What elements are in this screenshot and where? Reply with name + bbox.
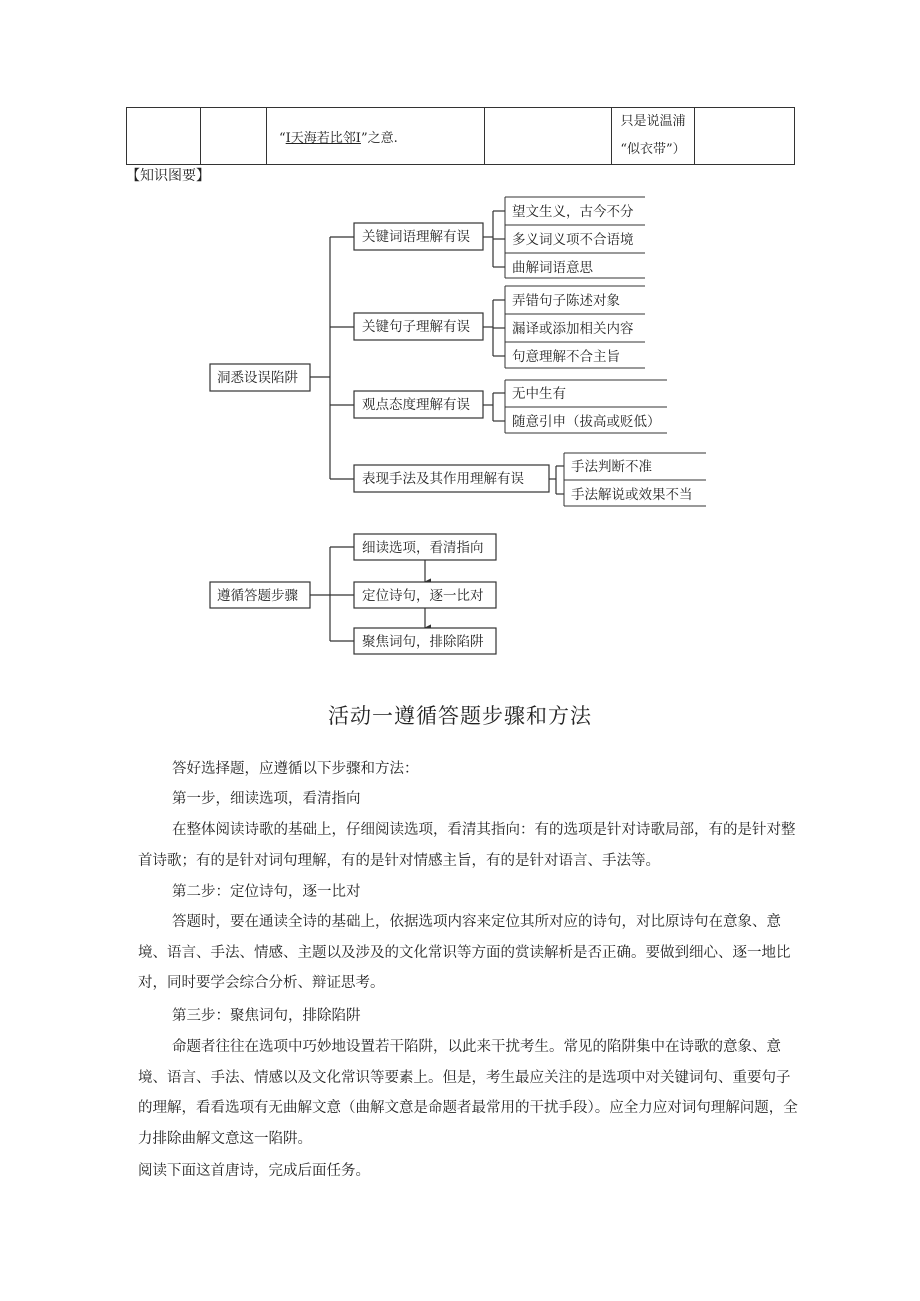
step-label-3: 聚焦词句，排除陷阱	[362, 634, 484, 650]
leaf-label: 随意引申（拔高或贬低）	[512, 414, 661, 430]
leaf-label: 弄错句子陈述对象	[512, 293, 620, 309]
step1-body: 在整体阅读诗歌的基础上，仔细阅读选项，看清其指向：有的选项是针对诗歌局部，有的是针对整首诗歌；有的是针对词句理解，有的是针对情感主旨，有的是针对语言、手法等。	[138, 822, 796, 869]
leaf-label: 曲解词语意思	[512, 260, 593, 276]
leaf-label: 句意理解不合主旨	[512, 349, 620, 365]
branch-label-4: 表现手法及其作用理解有误	[362, 471, 524, 487]
leaf-label: 望文生义，古今不分	[512, 204, 634, 220]
branch-label-1: 关键词语理解有误	[362, 229, 470, 245]
quote-close: ”之意.	[360, 130, 398, 146]
quote-text: I天海若比邻I	[285, 130, 361, 146]
quote-open: “	[279, 130, 286, 146]
closing-text: 阅读下面这首唐诗，完成后面任务。	[138, 1163, 370, 1179]
section-label: 【知识图要】	[126, 168, 210, 184]
branch-label-3: 观点态度理解有误	[362, 397, 470, 413]
article-title: 活动一遵循答题步骤和方法	[328, 704, 592, 728]
step2-heading: 第二步：定位诗句，逐一比对	[172, 884, 361, 900]
leaf-label: 手法判断不准	[571, 459, 652, 475]
step3-body: 命题者往往在选项中巧妙地设置若干陷阱，以此来干扰考生。常见的陷阱集中在诗歌的意象、意境、语言、手法、情感以及文化常识等要素上。但是，考生最应关注的是选项中对关键词句、重要句子的理解，看看选项有无曲解文意（曲解文意是命题者最常用的干扰手段）。应全力应对词句理解问题，全力排除曲解文意这一陷阱。	[138, 1039, 798, 1147]
leaf-label: 漏译或添加相关内容	[512, 321, 634, 337]
step2-body: 答题时，要在通读全诗的基础上，依据选项内容来定位其所对应的诗句，对比原诗句在意象、意境、语言、手法、情感、主题以及涉及的文化常识等方面的赏读解析是否正确。要做到细心、逐一地比对，同时要学会综合分析、辩证思考。	[138, 914, 791, 991]
leaf-label: 无中生有	[512, 386, 566, 402]
root-label: 洞悉设误陷阱	[217, 370, 298, 386]
root-label: 遵循答题步骤	[217, 588, 298, 604]
diagram1-boxes	[210, 223, 549, 492]
leaf-label: 多义词义项不合语境	[512, 232, 634, 248]
note-line-1: 只是说温浦	[620, 114, 686, 129]
note-line-2: “似衣带”）	[620, 142, 686, 157]
step3-heading: 第三步：聚焦词句，排除陷阱	[172, 1008, 361, 1024]
branch-label-2: 关键句子理解有误	[362, 319, 470, 335]
leaf-label: 手法解说或效果不当	[571, 487, 693, 503]
step-label-2: 定位诗句，逐一比对	[362, 588, 484, 604]
step1-heading: 第一步，细读选项，看清指向	[172, 791, 361, 807]
intro-text: 答好选择题，应遵循以下步骤和方法：	[172, 761, 419, 777]
step-label-1: 细读选项，看清指向	[362, 540, 484, 556]
